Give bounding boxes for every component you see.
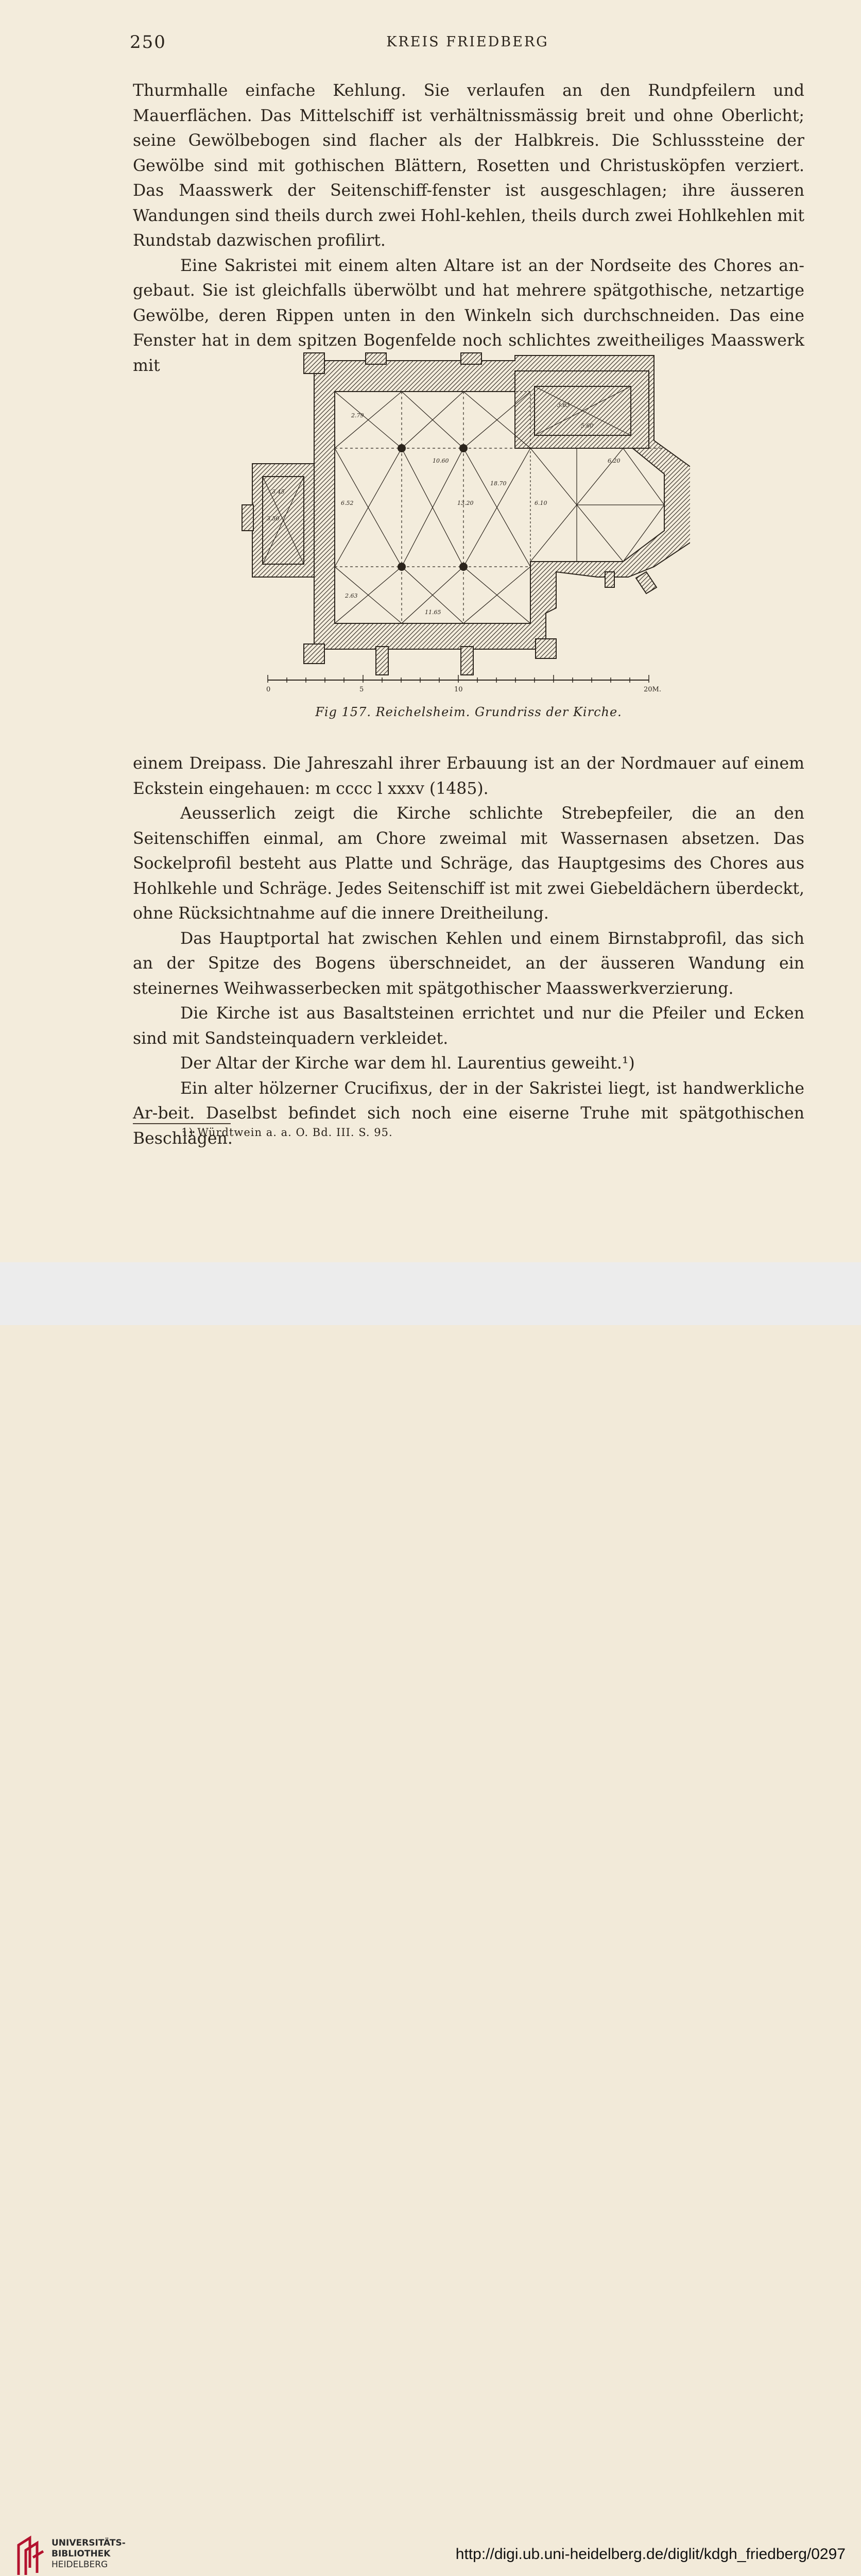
paragraph: Das Hauptportal hat zwischen Kehlen und einem Birnstabprofil, das sich an der Spitze des Bogens überschneidet, an der äusseren Wandung ein steinernes Weihwasserbecken mit spätgothischer Maasswerkverzierung.	[133, 929, 804, 998]
viewer-footer	[0, 1262, 861, 2570]
paragraph: Thurmhalle einfache Kehlung. Sie verlaufen an den Rundpfeilern und Mauerflächen. Das Mittelschiff ist verhältnissmässig breit und ohne Oberlicht; seine Gewölbebogen sind flacher als der Halbkreis. Die Schlusssteine der Gewölbe sind mit gothischen Blättern, Rosetten und Christusköpfen verziert. Das Maasswerk der Seitenschiff-fenster ist ausgeschlagen; ihre äusseren Wandungen sind theils durch zwei Hohl-kehlen, theils durch zwei Hohlkehlen mit Rundstab dazwischen profilirt.	[133, 81, 804, 250]
library-name-line: BIBLIOTHEK	[51, 2549, 111, 2559]
text-block-after-figure	[133, 751, 804, 1151]
text-block-before-figure	[133, 78, 804, 378]
footnote: 1) Würdtwein a. a. O. Bd. III. S. 95.	[181, 1126, 393, 1139]
permalink-url[interactable]: http://digi.ub.uni-heidelberg.de/diglit/kdgh_friedberg/0297	[455, 2546, 846, 2563]
library-name-line: UNIVERSITÄTS-	[51, 2538, 126, 2548]
dimension-label: 3.63	[557, 402, 570, 409]
dimension-label: 6.10	[535, 500, 547, 506]
scanned-book-page	[0, 0, 861, 1262]
dimension-label: 3.45	[272, 488, 285, 495]
paragraph: Die Kirche ist aus Basaltsteinen errichtet und nur die Pfeiler und Ecken sind mit Sandsteinquadern verkleidet.	[133, 1004, 804, 1048]
dimension-label: 10.60	[433, 457, 449, 464]
scale-label: 10	[454, 686, 463, 693]
page-number: 250	[130, 32, 166, 53]
footnote-divider	[133, 1123, 231, 1124]
paragraph: einem Dreipass. Die Jahreszahl ihrer Erbauung ist an der Nordmauer auf einem Eckstein eingehauen: m cccc l xxxv (1485).	[133, 754, 804, 798]
dimension-label: 11.65	[425, 609, 441, 616]
scale-label: 5	[359, 686, 364, 693]
church-floor-plan	[227, 350, 690, 701]
scale-label: 20M.	[644, 686, 661, 693]
paragraph: Eine Sakristei mit einem alten Altare ist an der Nordseite des Chores an-gebaut. Sie ist gleichfalls überwölbt und hat mehrere spätgothische, netzartige Gewölbe, deren Rippen unten in den Winkeln sich durchschneiden. Das eine Fenster hat in dem spitzen Bogenfelde noch schlichtes zweitheiliges Maasswerk mit	[133, 256, 804, 375]
dimension-label: 13.20	[457, 500, 474, 506]
figure-caption: Fig 157. Reichelsheim. Grundriss der Kirche.	[315, 705, 622, 719]
paragraph: Ein alter hölzerner Crucifixus, der in der Sakristei liegt, ist handwerkliche Ar-beit. Daselbst befindet sich noch eine eiserne Truhe mit spätgothischen Beschlägen.	[133, 1079, 804, 1148]
dimension-label: 6.52	[341, 500, 354, 506]
dimension-label: 18.70	[490, 480, 507, 487]
dimension-label: 3.50	[267, 515, 280, 522]
library-name-line: HEIDELBERG	[51, 2560, 108, 2570]
library-name	[51, 2538, 126, 2570]
dimension-label: 6.20	[608, 457, 621, 464]
running-title: KREIS FRIEDBERG	[386, 34, 549, 50]
dimension-label: 5.60	[581, 422, 594, 429]
paragraph: Aeusserlich zeigt die Kirche schlichte Strebepfeiler, die an den Seitenschiffen einmal, am Chore zweimal mit Wassernasen absetzen. Das Sockelprofil besteht aus Platte und Schräge, das Hauptgesims des Chores aus Hohlkehle und Schräge. Jedes Seitenschiff ist mit zwei Giebeldächern überdeckt, ohne Rücksichtnahme auf die innere Dreitheilung.	[133, 804, 804, 923]
scale-bar	[266, 675, 661, 693]
running-head	[130, 32, 805, 53]
dimension-label: 2.63	[345, 592, 358, 599]
paragraph: Der Altar der Kirche war dem hl. Laurentius geweiht.¹)	[180, 1054, 635, 1073]
university-library-logo-icon	[14, 2535, 46, 2576]
scale-label: 0	[266, 686, 271, 693]
dimension-label: 2.79	[351, 412, 364, 419]
